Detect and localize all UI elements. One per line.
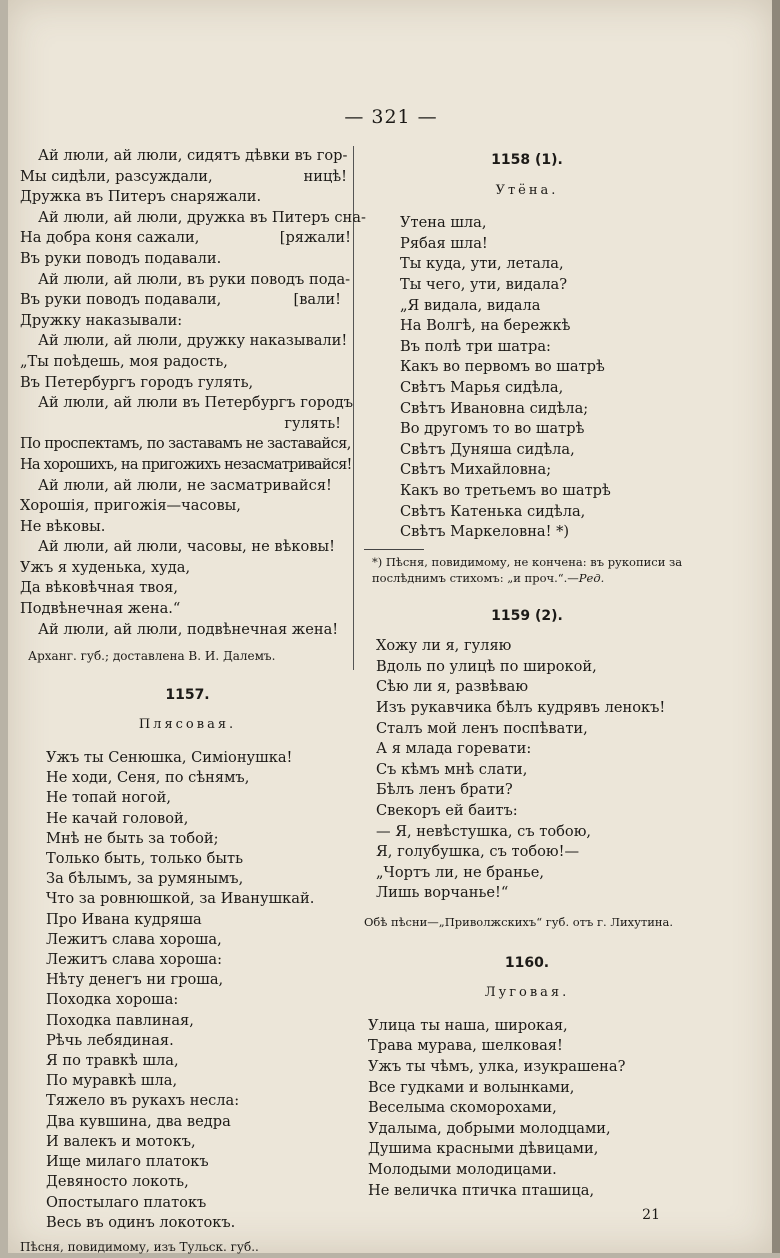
verse-line: Въ руки поводъ подавали. [20, 249, 222, 267]
verse-line: Походка павлиная, [46, 1011, 194, 1029]
song-title-1160: Луговая. [484, 985, 570, 1001]
verse-line: Свѣтъ Маркеловна! *) [400, 523, 570, 541]
song-1158-text [364, 213, 690, 543]
verse-line: Мнѣ не быть за тобой; [46, 829, 219, 847]
verse-line: Рябая шла! [400, 234, 488, 252]
verse-line: Не величка птичка пташица, [368, 1181, 595, 1199]
verse-line: Ты куда, ути, летала, [400, 255, 564, 273]
verse-line: Свѣтъ Дуняша сидѣла, [400, 440, 575, 458]
verse-line: Я, голубушка, съ тобою!— [376, 843, 580, 861]
verse-line: На хорошихъ, на пригожихъ незасматривайся! [20, 455, 352, 473]
verse-line: Опостылаго платокъ [46, 1193, 207, 1211]
verse-line: Ужъ я худенька, худа, [20, 558, 191, 576]
verse-text: ницѣ! [303, 167, 347, 185]
verse-line: гулять! [284, 414, 341, 432]
song-1159-text [364, 636, 690, 904]
footnote-text: *) Пѣсня, повидимому, не кончена: въ рукописи за послѣднимъ стихомъ: „и проч.“.— [372, 554, 683, 585]
verse-line: Веселыма скоморохами, [368, 1099, 557, 1117]
verse-line: Во другомъ то во шатрѣ [400, 420, 585, 438]
verse-line: Все гудками и волынками, [368, 1078, 575, 1096]
song-1157-text [20, 748, 355, 1233]
footnote [364, 554, 690, 586]
source-note: Арханг. губ.; доставлена В. И. Далемъ. [28, 649, 276, 664]
song-number-1157: 1157. [165, 686, 210, 703]
verse-line: Лежитъ слава хороша, [46, 930, 222, 948]
page-edge [772, 0, 780, 1253]
verse-line: Бѣлъ ленъ брати? [376, 781, 513, 799]
verse-line: Въ полѣ три шатра: [400, 337, 551, 355]
verse-line: Сталъ мой ленъ поспѣвати, [376, 719, 588, 737]
verse-line [20, 228, 355, 249]
verse-line: Я по травкѣ шла, [46, 1052, 179, 1070]
verse-line: „Ты поѣдешь, моя радость, [20, 352, 228, 370]
verse-line: Утена шла, [400, 214, 487, 232]
verse-line: По проспектамъ, по заставамъ не заставайся, [20, 435, 351, 453]
verse-line: Душима красными дѣвицами, [368, 1140, 599, 1158]
verse-line: Сѣю ли я, развѣваю [376, 678, 529, 696]
verse-line: Дружку наказывали: [20, 311, 183, 329]
right-column [364, 150, 690, 1226]
verse-line: Ай люли, ай люли въ Петербургъ городъ [38, 394, 354, 412]
verse-line: Свѣтъ Михайловна; [400, 461, 552, 479]
verse-line: Девяносто локоть, [46, 1173, 189, 1191]
verse-line: Ай люли, ай люли, сидятъ дѣвки въ гор- [38, 147, 348, 164]
verse-line: Тяжело въ рукахъ несла: [46, 1092, 240, 1110]
sheet-number: 21 [642, 1207, 660, 1224]
verse-line: Ай люли, ай люли, дружку наказывали! [38, 332, 348, 350]
footnote-rule [364, 549, 424, 550]
verse-line: Не ходи, Сеня, по сѣнямъ, [46, 769, 250, 787]
song-1160-text [364, 1016, 690, 1201]
verse-line [20, 290, 355, 311]
verse-line: Не вѣковы. [20, 517, 106, 535]
left-column [20, 146, 366, 1258]
verse-line: Вдоль по улицѣ по широкой, [376, 657, 597, 675]
verse-text: Мы сидѣли, разсуждали, [20, 167, 213, 185]
verse-line: Какъ во первомъ во шатрѣ [400, 358, 605, 376]
book-page [8, 0, 774, 1253]
verse-line: „Я видала, видала [400, 296, 541, 314]
verse-line: Два кувшина, два ведра [46, 1112, 231, 1130]
verse-line: Молодыми молодицами. [368, 1160, 557, 1178]
verse-line: Удалыма, добрыми молодцами, [368, 1119, 611, 1137]
verse-line: Свѣтъ Катенька сидѣла, [400, 502, 586, 520]
verse-line: Ты чего, ути, видала? [400, 275, 568, 293]
verse-line: Дружка въ Питеръ снаряжали. [20, 188, 262, 206]
verse-line: „Чортъ ли, не бранье, [376, 863, 545, 881]
verse-line: Ужъ ты чѣмъ, улка, изукрашена? [368, 1057, 626, 1075]
footnote-editor: Ред. [578, 570, 605, 585]
verse-line: Не топай ногой, [46, 789, 171, 807]
song-number-1158: 1158 (1). [491, 152, 563, 168]
verse-line: Хожу ли я, гуляю [376, 637, 512, 655]
verse-line: Ай люли, ай люли, въ руки поводъ пода- [38, 270, 351, 288]
page-number: — 321 — [344, 106, 438, 128]
verse-line: Весь въ одинъ локотокъ. [46, 1213, 236, 1231]
verse-line: Рѣчь лебядиная. [46, 1031, 174, 1049]
song-number-1159: 1159 (2). [491, 607, 563, 624]
verse-text: Въ руки поводъ подавали, [20, 291, 222, 309]
verse-line: Свѣтъ Марья сидѣла, [400, 378, 564, 396]
verse-line: Да вѣковѣчная твоя, [20, 579, 178, 597]
verse-line: — Я, невѣстушка, съ тобою, [376, 822, 592, 840]
verse-line: На Волгѣ, на бережкѣ [400, 317, 571, 335]
verse-line: За бѣлымъ, за румянымъ, [46, 870, 244, 888]
verse-line: Свѣтъ Ивановна сидѣла; [400, 399, 589, 417]
verse-line: Лежитъ слава хороша: [46, 951, 222, 969]
verse-line: Ай люли, ай люли, часовы, не вѣковы! [38, 538, 336, 556]
verse-line: Трава мурава, шелковая! [368, 1037, 563, 1055]
verse-line: Съ кѣмъ мнѣ слати, [376, 760, 528, 778]
verse-line: И валекъ и мотокъ, [46, 1132, 196, 1150]
verse-line: Походка хороша: [46, 991, 179, 1009]
source-note: Пѣсня, повидимому, изъ Тульск. губ.. [20, 1239, 259, 1254]
verse-line: Ай люли, ай люли, дружка въ Питеръ сна- [38, 208, 366, 226]
verse-line: Изъ рукавчика бѣлъ кудрявъ ленокъ! [376, 699, 666, 717]
verse-line: Что за ровнюшкой, за Иванушкай. [46, 890, 315, 908]
verse-line: Ай люли, ай люли, не засматривайся! [38, 476, 332, 494]
song-number-1160: 1160. [504, 954, 550, 971]
verse-text: [вали! [293, 291, 341, 309]
verse-line: Свекоръ ей баитъ: [376, 802, 518, 820]
verse-line: Въ Петербургъ городъ гулять, [20, 373, 254, 391]
verse-text: [ряжали! [279, 229, 351, 247]
verse-line: Только быть, только быть [46, 850, 244, 868]
verse-line: Ужъ ты Сенюшка, Симіонушка! [46, 749, 293, 767]
verse-line: Какъ во третьемъ во шатрѣ [400, 481, 611, 499]
verse-line: Не качай головой, [46, 809, 189, 827]
verse-line: Нѣту денегъ ни гроша, [46, 971, 224, 989]
verse-line: Подвѣнечная жена.“ [20, 600, 181, 618]
verse-line: Хорошія, пригожія—часовы, [20, 497, 241, 515]
verse-line: А я млада горевати: [376, 740, 532, 758]
verse-line: Про Ивана кудряша [46, 910, 202, 928]
song-title-1158: Утёна. [495, 182, 559, 198]
source-note: Обѣ пѣсни—„Приволжскихъ“ губ. отъ г. Лихутина. [364, 915, 674, 929]
verse-text: На добра коня сажали, [20, 229, 200, 247]
verse-line [20, 167, 355, 188]
verse-line: Ай люли, ай люли, подвѣнечная жена! [38, 620, 339, 638]
verse-line: Лишь ворчанье!“ [376, 884, 509, 902]
song-title-1157: Плясовая. [138, 717, 237, 733]
verse-line: Ище милаго платокъ [46, 1153, 209, 1171]
verse-line: По муравкѣ шла, [46, 1072, 178, 1090]
verse-line: Улица ты наша, широкая, [368, 1016, 568, 1034]
